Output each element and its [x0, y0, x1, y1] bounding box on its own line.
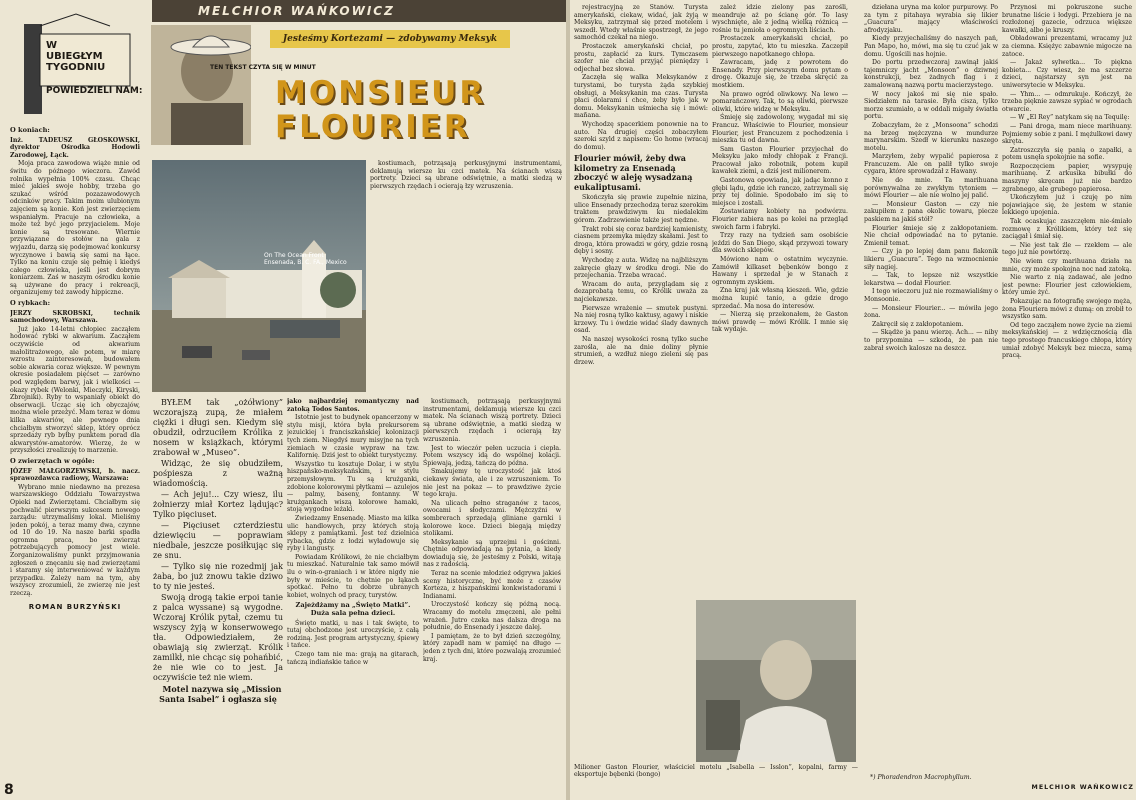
- sidebar-brand: W UBIEGŁYM TYGODNIU: [46, 40, 106, 73]
- left-page: [0, 0, 566, 800]
- author-portrait: [151, 25, 251, 145]
- section-head: O rybkach:: [10, 299, 51, 308]
- section-person: Inż. TADEUSZ GŁOSKOWSKI, dyrektor Ośrodka Hodowli Zarodowej, Łąck.: [10, 136, 140, 159]
- section-text: Wybrano mnie niedawno na prezesa warszawskiego Oddziału Towarzystwa Opieki nad Zwierzętami. Chciałbym się pochwalić pierwszym sukcesem nowego zarządu: utrzymaliśmy lokal. Mieliśmy jeden pokój, a teraz mamy dwa, czynne od 10 do 19. Na nasze barki spadła ogromna praca, bo zwierząt potrzebujących pomocy jest wiele. Zorganizowaliśmy punkt przyjmowania zgłoszeń o znęcaniu się nad zwierzętami i staramy się interweniować w każdym przypadku. Zależy nam na tym, aby wszyscy zrozumieli, że zwierzę nie jest rzeczą.: [10, 483, 140, 598]
- flourier-photo: [696, 600, 856, 762]
- section-person: JERZY SKROBSKI, technik samochodowy, Warszawa.: [10, 309, 140, 325]
- motel-illustration-icon: [152, 160, 366, 392]
- section-person: JÓZEF MAŁGORZEWSKI, b. nacz. sprawozdawca radiowy, Warszawa:: [10, 467, 140, 483]
- article-column-7: Przynosi mi pokruszone suche brunatne liście i łodygi. Przebiera je na rozłożonej gazecie, odrzuca większe kawałki, albo je kruszy. Obładowani prezentami, wracamy już za ciemna. Księżyc zabawnie migocze na zatoce. — Jakaż sylwetka... To piękna kobieta... Czy wiesz, że ma szczerze dzieci, najstarszy syn jest na uniwersytecie w Meksyku. — Yhm... — odmrukuje. Kończył, że trzeba pięknie zawsze sypiać w ogrodach otwarcie. — W „El Rey” natykam się na Tequilę: — Pani droga, mam niece marihuany. Pojmiemy sobie z pani. I mężulkowi dawy skręta. Zatroszczyła się panią o zapałki, a potem usnęła spokojnie na sofie. Rozpoczęciem papier, wysypuję marihuanę. Z arkusika bibułki do maszyny skręcam już nie bardzo zgrabnego, ale grubego papierosa. Ukończyłem już i czuję po nim pojawiające się, że jestem w stanie lekkiego upojenia. Tak ocaskując zaszczęłem nie-śmiało rozmowę z Królikiem, który też się zaciągał i śmiał się. — Nie jest tak źle — rzekłem — ale tego już nie powtórzę. Nie wiem czy marihuana działa na mnie, czy może spokojna noc nad zatoką. Nie warto z nią zadawać, ale jedno jest pewne: Flourier jest człowiekiem, który umie żyć. Pokazując na fotografię swojego męża, żona Flouriera mówi z dumą: on zrobił to wszystko sam. Od tego zacząłem nowe życie na ziemi meksykańskiej — z wdzięcznością dla tego prostego francuskiego chłopa, który umiał zdobyć Meksyk bez miecza, samą pracą.: [1002, 4, 1132, 360]
- sidebar: [0, 0, 152, 800]
- right-page: [570, 0, 1136, 800]
- man-portrait-icon: [696, 600, 856, 762]
- article-column-5: zależ idzie zielony pas zarośli, meandruje aż po ścianę gór. To lasy wyschnięte, ale z jedną wielką różnicą — rośnie tu jemioła o ogromnych liściach. Prostaczek amerykański chciał, po prostu, zapytać, kto tu mieszka. Zaczepił pierwszego napotkanego chłopa. Zawracam, jadę z powrotem do Ensenady. Przy pierwszym domu pytam o drogę. Okazuje się, że trzeba skręcić za mostkiem. Na prawo ogród oliwkowy. Na lewo — pomarańczowy. Tak, to są oliwki, pierwsze oliwki, które widzę w Meksyku. Śmieję się zadowolony, wygadał mi się Francuz. Właściwie to Flourier, monsieur Flourier, jest Francuzem z pochodzenia i mieszka tu od dawna. Sam Gaston Flourier przyjechał do Meksyku jako młody chłopak z Francji. Pracował jako robotnik, potem kupił kawałek ziemi, a dziś jest milionerem. Gastonowa opowiada, jak jadąc konno z głębi lądu, gdzie ich ranczo, zatrzymali się przy tej dolinie. Spodobało im się to miejsce i zostali. Zostawiamy kobiety na podwórzu. Flourier zabiera nas po kolei na przegląd swoich farm i fabryki. Trzy razy na tydzień sam osobiście jeździ do San Diego, skąd przywozi towary dla swoich sklepów. Mówiono nam o ostatnim wyczynie. Zamówił kilkaset bębenków bongo z Hawany i sprzedał je w Stanach z ogromnym zyskiem. Zna kraj jak własną kieszeń. Wie, gdzie można kupić tanio, a gdzie drogo sprzedać. Ma nosa do interesów. — Nierzą się przekonałem, że Gaston mówi prawdę — mówi Królik. I mnie się tak wydaje.: [712, 4, 848, 334]
- sidebar-text: [10, 124, 140, 784]
- photo-caption: Milioner Gaston Flourier, właściciel motelu „Isabella — Isslon”, kopalni, farmy — eksportuje bębenki (bongo): [574, 764, 858, 779]
- author-bar: MELCHIOR WAŃKOWICZ: [152, 0, 566, 22]
- section-head: O zwierzętach w ogóle:: [10, 456, 95, 465]
- article-title: MONSIEUR FLOURIER: [275, 75, 487, 145]
- section-text: Już jako 14-letni chłopiec zacząłem hodować rybki w akwarium. Zacząłem oczywiście od akwarium małolitrażowego, ale potem, w miarę wzrostu zainteresowań, budowałem sobie akwaria coraz większe. W pewnym okresie posiadałem pięćset — zarówno pod względem barwy, jak i wielkości — okazy rybek (Welonki, Mieczyki, Kiryski, Zbrojniki). Ryby to wspaniały obiekt do obserwacji. Ucząc się ich obyczajów, można wiele przeżyć. Mam teraz w domu kilka akwariów, ale pewnego dnia chciałbym stworzyć sklep, który oprócz sprzedaży ryb byłby punktem porad dla akwarystów-amatorów. Wierzę, że w przyszłości zrealizuję to marzenie.: [10, 325, 140, 455]
- article-column-2: jako najbardziej romantyczny nad zatoką Todos Santos. Istotnie jest to budynek opancerzony w stylu misji, która była prekursorem jezuickiej i franciszkańskiej kolonizacji tych ziem. Niegdyś mury misyjne na tych ziemiach w czasie wypraw na tzw. Kalifornię. Dziś jest to obiekt turystyczny. Wszystko tu kosztuje Dolar, i w stylu hiszpańsko-meksykańskim, i w stylu przemysłowym. Tu są krużganki, zdobione kolorowymi płytkami — azulejos — palmy, baseny, fontanny. W krużgankach wiszą kolorowe hamaki, stoją wygodne leżaki. Zwiedzamy Ensenadę. Miasto ma kilka ulic handlowych, przy których stoją sklepy z pamiątkami. Jest też dzielnica rybacka, gdzie z łodzi wyładowuje się ryby i langusty. Powiadam Królikowi, że nie chciałbym tu mieszkać. Naturalnie tak samo mówił ilu o win-o-graniach i w które nigdy nie były w mieście, to chętnie po łąkach spotkać. Pełno tu dobrze ubranych kobiet, wolnych od pracy, turystów. Zajeżdżamy na „Święto Matki”. Duża sala pełna dzieci. Święto matki, u nas i tak święte, to tutaj obchodzone jest uroczyście, z całą rodziną. Jest program artystyczny, śpiewy i tańce. Czego tam nie ma: grają na gitarach, tańczą indiańskie tańce w: [287, 398, 419, 666]
- article-column-1: BYŁEM tak „ożółwiony” wczorajszą zupą, że miałem ciężki i długi sen. Kiedym się obudził, odrzuciłem Królika z nosem w książkach, którymi zrabował w „Museo”. Widząc, że się obudziłem, pośpiesza z ważną wiadomością. — Ach jeju!... Czy wiesz, ilu żołnierzy miał Kortez lądując? Tylko pięciuset. — Pięciuset czterdziestu dziewięciu — poprawiam niedbale, jeszcze posiłkując się ze snu. — Tylko się nie rozedmij jak żaba, bo już znowu takie dziwo to ty nie jesteś. Swoją drogą takie erpoi tanie z palca wyssane) są wygodne. Wczoraj Królik pytał, czemu tu wszyscy żyją w konserwowego tła. Odpowiedziałem, że obawiają się zwierząt. Królik zamilkł, nie chcąc się pohańbić, że nie wie co to jest. Ja oczywiście też nie wiem. Motel nazywa się „Mission Santa Isabel” i ogłasza się: [153, 398, 283, 704]
- postcard-caption: On The Ocean Front Ensenada, B. C. FA., Mexico: [264, 252, 347, 266]
- rubric-signature: ROMAN BURZYŃSKI: [28, 602, 122, 611]
- motel-photo: [152, 160, 366, 392]
- page-number: 8: [4, 782, 14, 798]
- section-text: Moja praca zawodowa wiąże mnie od świtu do późnego wieczora. Zawód rolnika wypełnia 100% czasu. Chcąc mieć jakieś swoje hobby, trzeba go szukać wśród pozazawodowych odcinków pracy. Takim moim ulubionym zajęciem są konie. Koń jest zwierzęciem wspaniałym. Pracuje na człowieka, a może też być jego przyjacielem. Moje konie są tresowane. Wiernie przywiązane do stołów na gala z wyjazdu, darzą się podejmować konkursy wyczynowe i bawią się sami na łące. Tylko na koniu czuje się pełnię i kiedyś całego człowieka, jeśli jest dobrym koniarzem. Zaś w naszym ośrodku konie są używane do pracy i rekreacji, organizujemy też zawody hippiczne.: [10, 160, 140, 297]
- footnote: *) Phoradendron Macrophyllum.: [870, 774, 972, 781]
- portrait-figure-icon: [151, 25, 251, 145]
- article-column-3: kostiumach, potrząsają perkusyjnymi instrumentami, deklamują wiersze ku czci matek. Na ścianach wiszą portrety. Dzieci są ubrane odświętnie, a matki siedzą w pierwszych rzędach i ocierają łzy wzruszenia. Jest to wieczór pełen uczucia i ciepła. Potem wszyscy idą do wspólnej kolacji. Śpiewają, jedzą, tańczą do późna. Smakujemy tę uroczystość jak ktoś ciekawy świata, ale i ze wzruszeniem. To nie jest na pokaz — to prawdziwe życie tego kraju. Na ulicach pełno straganów z tacos, owocami i słodyczami. Mężczyźni w sombrerach sprzedają gliniane garnki i kolorowe koce. Dzieci biegają między stolikami. Meksykanie są uprzejmi i gościnni. Chętnie odpowiadają na pytania, a kiedy dowiadują się, że jesteśmy z Polski, witają nas z radością. Teraz na scenie młodzież odgrywa jakieś sceny historyczne, być może z czasów Korteza, z hiszpańskimi konkwistadorami i Indianami. Uroczystość kończy się późną nocą. Wracamy do motelu zmęczeni, ale pełni wrażeń. Jutro czeka nas dalsza droga na południe, do Ensenady i jeszcze dalej. I pamiętam, że to był dzień szczególny, który zapadł nam w pamięć na długo — jeden z tych dni, które pozwalają zrozumieć kraj.: [423, 398, 561, 663]
- article-intro-column: kostiumach, potrząsają perkusyjnymi instrumentami, deklamują wiersze ku czci matek. Na ścianach wiszą portrety. Dzieci są ubrane odświętnie, a matki siedzą w pierwszych rzędach i ocierają łzy wzruszenia.: [370, 160, 562, 190]
- article-column-4: rejestracyjną ze Stanów. Turysta amerykański, ciekaw, widać, jak żyją w Meksyku, zatrzymał się przed motelem i wszedł. Wtedy właśnie spostrzegł, że jego samochód czekał na niego. Prostaczek amerykański chciał, po prostu, zapłacić za kurs. Tymczasem szofer nie chciał przyjąć pieniędzy i odjechał bez słowa. Zaczęła się walka Meksykanów z turystami, bo turysta żąda szybkiej obsługi, a Meksykanin ma czas. Turysta płaci dolarami i chce, żeby było jak w domu. Meksykanin uśmiecha się i mówi: mañana. Wychodzę spacerkiem ponownie na to auto. Na drugiej części zobaczyłem szeroki szyld z napisem: Go home (wracaj do domu). Flourier mówił, żeby dwa kilometry za Ensenadą zboczyć w aleję wysadzaną eukaliptusami. Skończyła się prawie zupełnie nizina, ulice Ensenady przechodzą teraz szerokim traktem prawdziwym ku niedalekim górom. Zadrzewienie także jest nędzne. Trakt robi się coraz bardziej kamienisty, ciasnem przemyka między skałami. Jest to droga, która prowadzi w góry, gdzie rosną dęby i sosny. Wychodzę z auta. Widzę na najbliższym zakręcie głazy w środku drogi. Nie do przejechania. Trzeba wracać. Wracam do auta, przyglądam się z dezaprobatą temu, co Królik uważa za najciekawsze. Pierwsze wrażenie — smutek pustyni. Na niej rosną tylko kaktusy, agawy i niskie krzewy. Tu i ówdzie widać ślady dawnych osad. Na naszej wysokości rosną tylko suche zarośla, ale na dnie doliny płynie strumień, a wzdłuż niego zieleni się pas drzew.: [574, 4, 708, 366]
- sidebar-subtitle: POWIEDZIELI NAM:: [46, 86, 143, 96]
- reading-time-note: TEN TEKST CZYTA SIĘ W MINUT: [210, 64, 316, 71]
- article-column-6: dziełana uryna ma kolor purpurowy. Po za tym z pitahaya wyrabia się likier „Guacura” mający właściwości afrodyzjaku. Kiedy przyjechaliśmy do naszych pań, Pan Mapo, ho, mówi, ma się tu czuć jak w domu. Ugościli nas hojnie. Do portu przedwczoraj zawinął jakiś tajemniczy jacht „Monsoon” o dziwnej konstrukcji, bez żadnych flag i z zamalowaną nazwą portu macierzystego. W nocy jakoś mi się nie spało. Siedziałem na tarasie. Była cisza, tylko morze szumiało, a w oddali migały światła portu. Zobaczyłam, że z „Monsoona” schodzi na brzeg mężczyzna w mundurze marynarskim. Szedł w kierunku naszego motelu. Marzyłem, żeby wypalić papierosa z Francuzem. Ale on palił tylko swoje cygara, które sprowadzał z Hawany. Nie do mnie. Ta marihuana porównywalna ze zwykłym tytoniem — mówi Flourier — ale nie wolno jej palić. — Monsieur Gaston — czy nie zakupiłem z pana okolic towaru, piecze paskiem na jakiś stół? Flourier śmieje się z zakłopotaniem. Nie chciał odpowiadać na to pytanie. Zmienił temat. — Czy ja po lepiej dam panu flakonik likieru „Guacura”. Tego na wzmocnienie siły nagiej. — Tak, to lepsze niż wszystkie lekarstwa — dodał Flourier. I tego wieczoru już nie rozmawialiśmy o Monsoonie. — Monsieur Flourier... — mówiła jego żona. Zakręcił się z zakłopotaniem. — Skądże ja panu wierzę. Ach... — niby to przypomina — szkoda, że pan nie zabrał swoich kalosze na deszcz.: [864, 4, 998, 352]
- author-signature: MELCHIOR WAŃKOWICZ: [1031, 784, 1134, 791]
- subtitle-strip: Jesteśmy Kortezami — zdobywamy Meksyk: [270, 30, 510, 48]
- section-head: O koniach:: [10, 126, 50, 134]
